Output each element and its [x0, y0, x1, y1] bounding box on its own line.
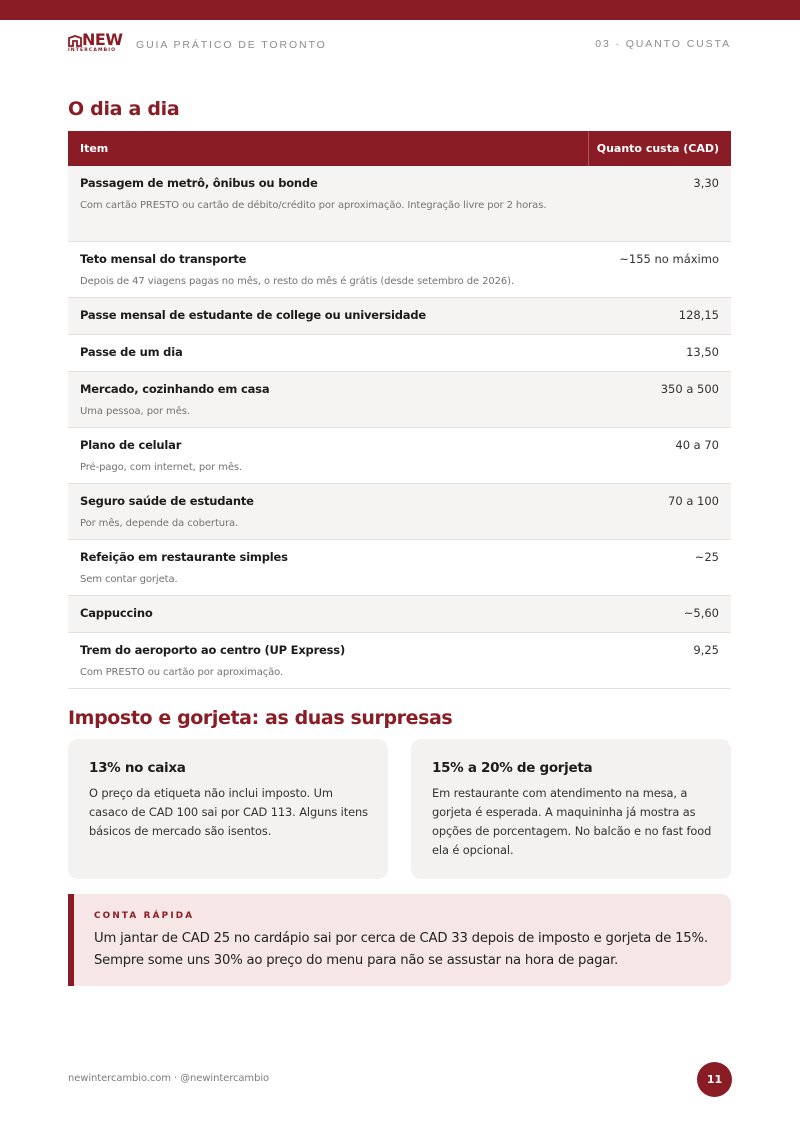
page-header	[68, 30, 731, 57]
table-row	[68, 484, 731, 540]
row-item-cost: 9,25	[693, 643, 719, 657]
row-item-description: Por mês, depende da cobertura.	[80, 518, 239, 529]
cost-table	[68, 131, 731, 689]
column-header-item: Item	[80, 142, 109, 155]
table-row	[68, 298, 731, 335]
logo-mark-icon	[68, 35, 82, 47]
table-header	[68, 131, 731, 166]
row-item-cost: 70 a 100	[668, 494, 719, 508]
row-item-cost: 13,50	[686, 345, 719, 359]
table-row	[68, 633, 731, 689]
column-header-cost: Quanto custa (CAD)	[596, 142, 719, 155]
row-item-name: Plano de celular	[80, 438, 182, 452]
row-item-cost: 350 a 500	[660, 382, 719, 396]
callout-label: CONTA RÁPIDA	[94, 911, 195, 921]
row-item-description: Sem contar gorjeta.	[80, 574, 178, 585]
table-row	[68, 242, 731, 298]
quick-math-callout	[68, 894, 731, 986]
callout-text: Um jantar de CAD 25 no cardápio sai por cerca de CAD 33 depois de imposto e gorjeta de 15%. Sempre some uns 30% ao preço do menu para não se assustar na hora de pagar.	[94, 931, 708, 968]
tip-card	[411, 739, 731, 879]
page-number-badge: 11	[697, 1062, 732, 1097]
row-item-description: Uma pessoa, por mês.	[80, 406, 190, 417]
row-item-name: Passe de um dia	[80, 345, 183, 359]
logo-subtext: INTERCAMBIO	[68, 48, 117, 53]
row-item-name: Cappuccino	[80, 606, 153, 620]
row-item-name: Refeição em restaurante simples	[80, 550, 288, 564]
row-item-cost: 128,15	[678, 308, 719, 322]
row-item-name: Seguro saúde de estudante	[80, 494, 254, 508]
row-item-name: Teto mensal do transporte	[80, 252, 247, 266]
tip-card-text: Em restaurante com atendimento na mesa, a gorjeta é esperada. A maquininha já mostra as opções de porcentagem. No balcão e no fast food ela é opcional.	[432, 786, 712, 857]
section-label: 03 · QUANTO CUSTA	[595, 38, 731, 50]
column-divider	[588, 131, 589, 166]
tax-card-text: O preço da etiqueta não inclui imposto. Um casaco de CAD 100 sai por CAD 113. Alguns itens básicos de mercado são isentos.	[89, 786, 368, 838]
top-accent-bar	[0, 0, 800, 20]
table-row	[68, 372, 731, 428]
tip-card-title: 15% a 20% de gorjeta	[432, 760, 593, 776]
tax-card	[68, 739, 388, 879]
logo-wordmark: NEW	[82, 30, 123, 49]
row-item-name: Passagem de metrô, ônibus ou bonde	[80, 176, 318, 190]
callout-accent-bar	[68, 894, 74, 986]
guide-title: GUIA PRÁTICO DE TORONTO	[136, 39, 327, 51]
row-item-cost: 3,30	[693, 176, 719, 190]
row-item-description: Depois de 47 viagens pagas no mês, o resto do mês é grátis (desde setembro de 2026).	[80, 276, 515, 287]
row-item-description: Com PRESTO ou cartão por aproximação.	[80, 667, 284, 678]
row-item-description: Com cartão PRESTO ou cartão de débito/crédito por aproximação. Integração livre por 2 horas.	[80, 200, 547, 211]
table-row	[68, 428, 731, 484]
table-row	[68, 596, 731, 633]
brand-logo	[68, 30, 126, 55]
row-item-name: Trem do aeroporto ao centro (UP Express)	[80, 643, 346, 657]
tax-card-title: 13% no caixa	[89, 760, 186, 776]
row-item-cost: ~155 no máximo	[619, 252, 719, 266]
row-item-description: Pré-pago, com internet, por mês.	[80, 462, 243, 473]
daily-costs-title: O dia a dia	[68, 98, 180, 120]
row-item-cost: ~5,60	[683, 606, 719, 620]
surprises-title: Imposto e gorjeta: as duas surpresas	[68, 707, 453, 729]
row-item-name: Passe mensal de estudante de college ou universidade	[80, 308, 426, 322]
row-item-cost: ~25	[694, 550, 719, 564]
table-row	[68, 166, 731, 242]
table-row	[68, 335, 731, 372]
footer-links: newintercambio.com · @newintercambio	[68, 1073, 270, 1084]
table-row	[68, 540, 731, 596]
row-item-name: Mercado, cozinhando em casa	[80, 382, 270, 396]
row-item-cost: 40 a 70	[675, 438, 719, 452]
